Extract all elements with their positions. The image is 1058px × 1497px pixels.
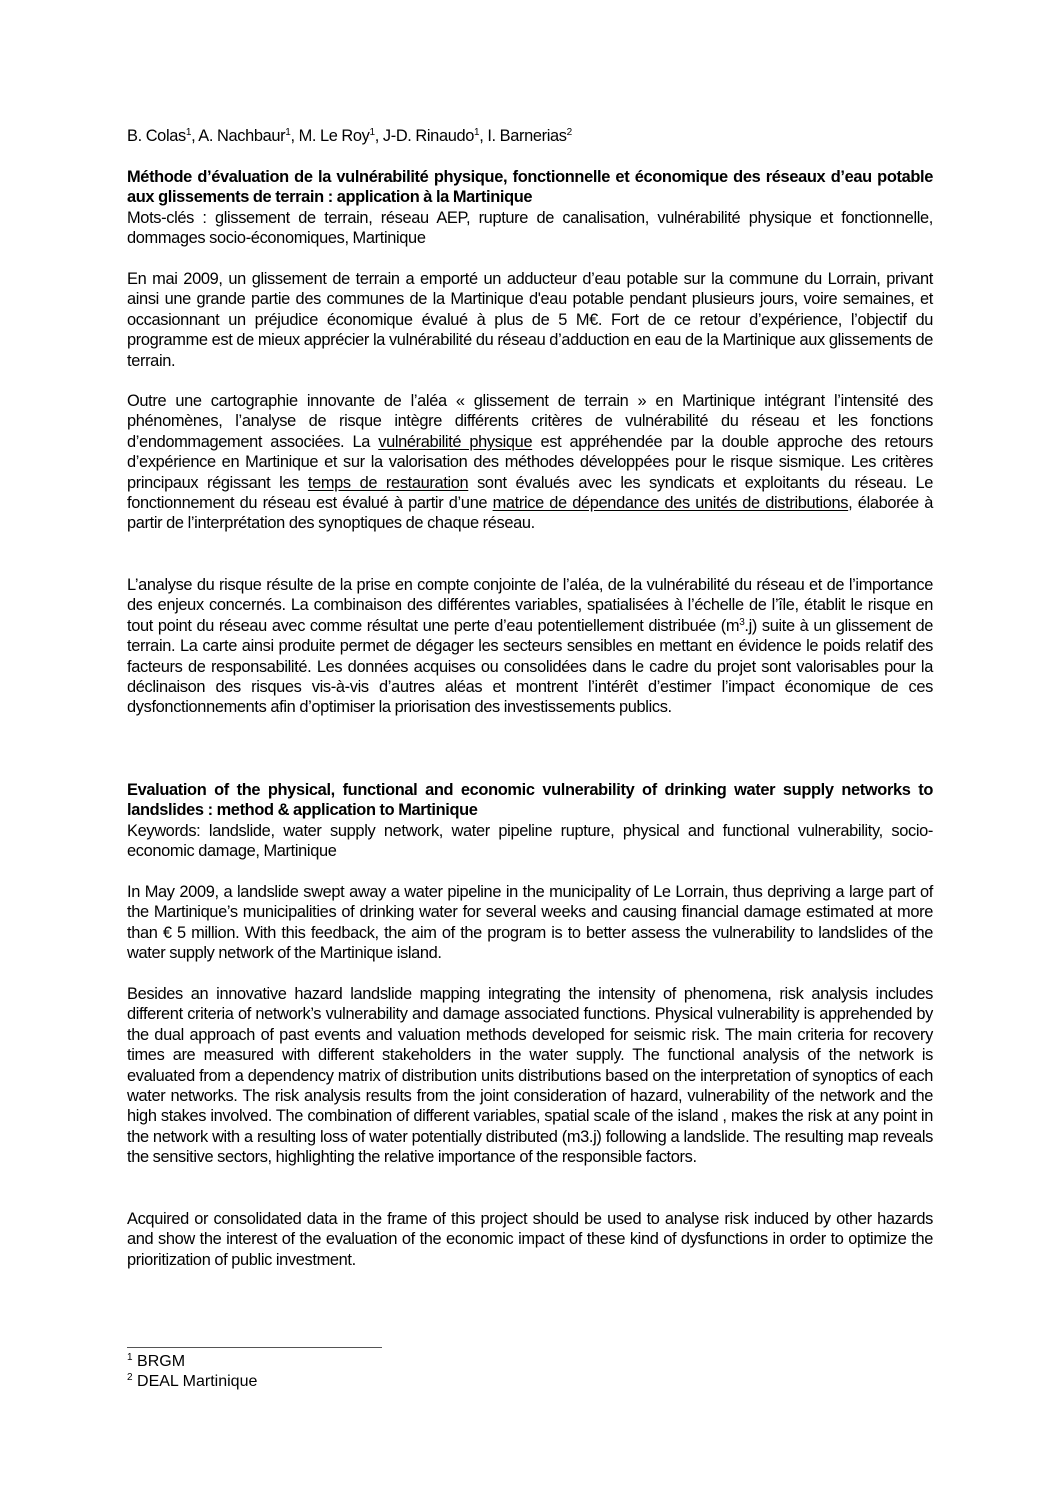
author-line: B. Colas$^1$, A. Nachbaur$^1$, M. Le Roy$^1$, J-D. Rinaudo$^1$, I. Barnerias$^2$ (127, 127, 572, 145)
english-paragraph-2: Besides an innovative hazard landslide mapping integrating the intensity of phenomena, risk analysis includes different criteria of network’s vulnerability and damage associated functions. Physical vulnerability is apprehended by the dual approach of past events and valuation methods developed for seismic risk. The main criteria for recovery times are measured with different stakeholders in the water supply. The functional analysis of the network is evaluated from a dependency matrix of distribution units distributions based on the interpretation of synoptics of each water networks. The risk analysis results from the joint consideration of hazard, vulnerability of the network and the high stakes involved. The combination of different variables, spatial scale of the island , makes the risk at any point in the network with a resulting loss of water potentially distributed (m3.j) following a landslide. The resulting map reveals the sensitive sectors, highlighting the relative importance of the responsible factors. (127, 985, 933, 1167)
french-paragraph-2 (127, 391, 933, 534)
footnote (127, 1372, 257, 1392)
english-title: Evaluation of the physical, functional and economic vulnerability of drinking water supply networks to landslides : method & application to Martinique (127, 781, 933, 820)
underlined-term: vulnérabilité physique (378, 432, 533, 451)
french-paragraph-1: En mai 2009, un glissement de terrain a emporté un adducteur d’eau potable sur la commune du Lorrain, privant ainsi une grande partie des communes de la Martinique d'eau potable pendant plusieurs jours, voire semaines, et occasionnant un préjudice économique évalué à plus de 5 M€. Fort de ce retour d’expérience, l’objectif du programme est de mieux apprécier la vulnérabilité du réseau d’adduction en eau de la Martinique aux glissements de terrain. (127, 270, 933, 370)
footnote-number: 2 (127, 1372, 133, 1383)
superscript: 3 (739, 616, 745, 628)
text-run: est appréhendée par la double approche des retours d’expérience en Martinique et sur la valorisation des méthodes développées pour le risque sismique. Les critères principaux régissant les (127, 432, 933, 492)
affiliation-mark: 1 (474, 127, 480, 138)
english-keywords: Keywords: landslide, water supply network, water pipeline rupture, physical and functional vulnerability, socio-economic damage, Martinique (127, 822, 933, 861)
underlined-term: temps de restauration (307, 473, 469, 492)
author: B. Colas (127, 127, 186, 145)
footnote (127, 1352, 257, 1372)
author: I. Barnerias (487, 127, 567, 145)
text-run: L’analyse du risque résulte de la prise en compte conjointe de l’aléa, de la vulnérabilité du réseau et de l’importance des enjeux concernés. La combinaison des différentes variables, spatialisées à l’échelle de l’île, établit le risque en tout point du réseau avec comme résultat une perte d’eau potentiellement distribuée (m (127, 576, 933, 635)
affiliation-mark: 1 (285, 127, 291, 138)
english-paragraph-3: Acquired or consolidated data in the frame of this project should be used to analyse risk induced by other hazards and show the interest of the evaluation of the economic impact of these kind of dysfunctions in order to optimize the prioritization of public investment. (127, 1210, 933, 1269)
author: A. Nachbaur (198, 127, 286, 145)
text-run: Outre une cartographie innovante de l’aléa « glissement de terrain » en Martinique intégrant l’intensité des phénomènes, l’analyse de risque intègre différents critères de vulnérabilité du réseau et les fonctions d’endommagement associées. La (127, 392, 933, 451)
footnote-divider (127, 1347, 382, 1348)
affiliation-mark: 2 (566, 127, 572, 138)
footnote-number: 1 (127, 1352, 133, 1363)
affiliation-mark: 1 (369, 127, 375, 138)
author: J-D. Rinaudo (382, 127, 475, 145)
french-paragraph-3 (127, 575, 933, 718)
text-run: .j) suite à un glissement de terrain. La carte ainsi produite permet de dégager les secteurs sensibles en mettant en évidence le poids relatif des facteurs de responsabilité. Les données acquises ou consolidées dans le cadre du projet sont valorisables pour la déclinaison des risques vis-à-vis d’autres aléas et montrent l’intérêt d’estimer l’impact économique de ces dysfonctionnements afin d’optimiser la priorisation des investissements publics. (127, 616, 933, 717)
affiliation-mark: 1 (185, 127, 192, 138)
french-title: Méthode d’évaluation de la vulnérabilité physique, fonctionnelle et économique des réseaux d’eau potable aux glissements de terrain : application à la Martinique (127, 168, 933, 207)
footnote-text: DEAL Martinique (137, 1373, 258, 1390)
footnote-text: BRGM (137, 1353, 186, 1370)
english-paragraph-1: In May 2009, a landslide swept away a water pipeline in the municipality of Le Lorrain, thus depriving a large part of the Martinique’s municipalities of drinking water for several weeks and causing financial damage estimated at more than € 5 million. With this feedback, the aim of the program is to better assess the vulnerability to landslides of the water supply network of the Martinique island. (127, 883, 933, 963)
text-run: sont évalués avec les syndicats et exploitants du réseau. Le fonctionnement du réseau est évalué à partir d’une (127, 473, 933, 513)
footnotes (127, 1352, 257, 1392)
author: M. Le Roy (298, 127, 370, 145)
french-keywords: Mots-clés : glissement de terrain, réseau AEP, rupture de canalisation, vulnérabilité physique et fonctionnelle, dommages socio-économiques, Martinique (127, 209, 933, 248)
text-run: , élaborée à partir de l’interprétation des synoptiques de chaque réseau. (127, 494, 933, 533)
underlined-term: matrice de dépendance des unités de distributions (492, 494, 849, 513)
